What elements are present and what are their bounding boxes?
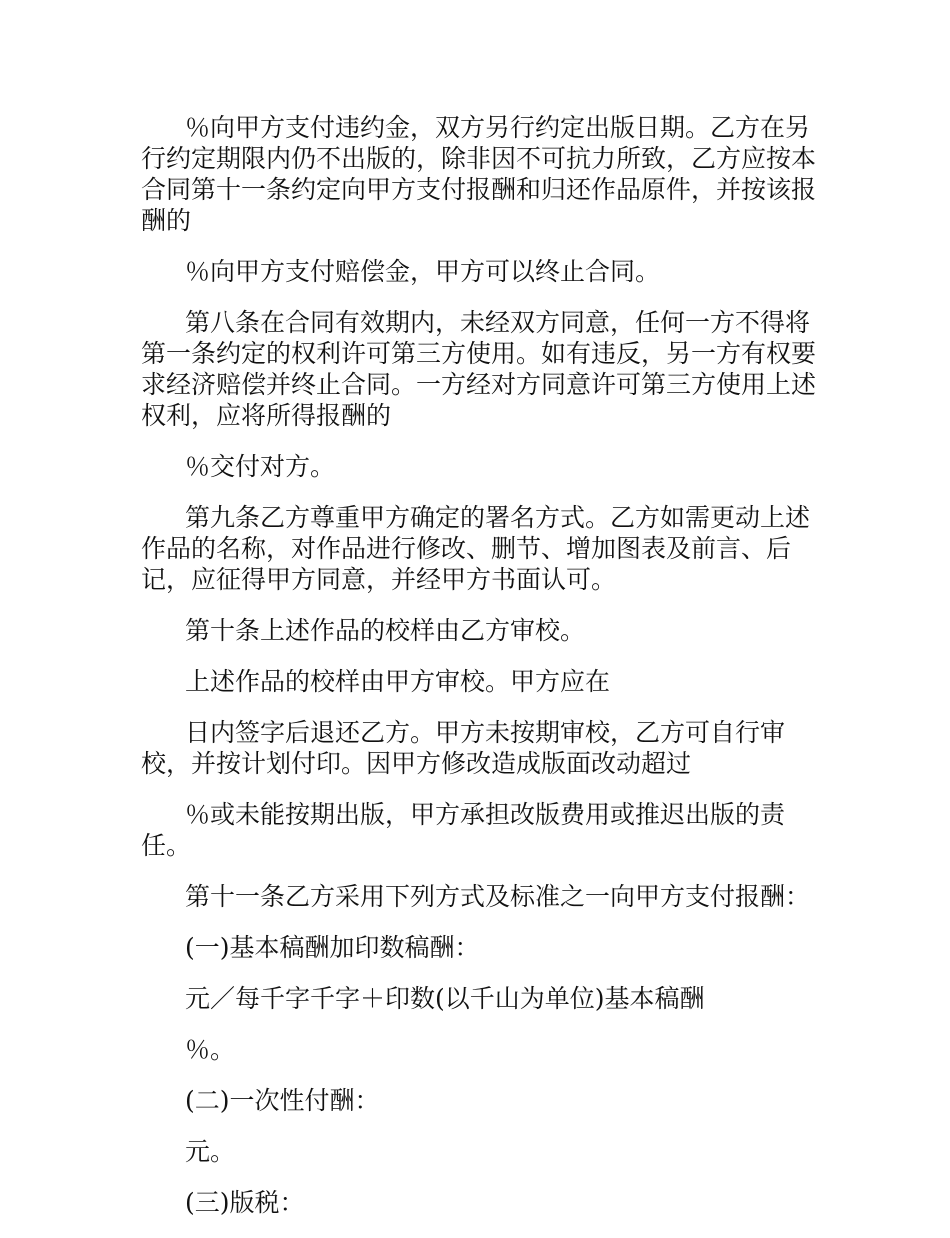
paragraph: ％或未能按期出版，甲方承担改版费用或推迟出版的责任。 [141,800,786,860]
paragraph: (二)一次性付酬： [185,1086,380,1115]
paragraph: ％。 [185,1035,236,1064]
document-body [141,112,831,1238]
paragraph: 日内签字后退还乙方。甲方未按期审校，乙方可自行审校，并按计划付印。因甲方修改造成版面改动超过 [141,718,786,778]
paragraph: 第十一条乙方采用下列方式及标准之一向甲方支付报酬： [185,882,811,911]
paragraph: 元／每千字千字＋印数(以千山为单位)基本稿酬 [185,984,705,1013]
paragraph: ％向甲方支付赔偿金，甲方可以终止合同。 [185,257,661,286]
paragraph: (一)基本稿酬加印数稿酬： [185,933,480,962]
paragraph: 第八条在合同有效期内，未经双方同意，任何一方不得将第一条约定的权利许可第三方使用。如有违反，另一方有权要求经济赔偿并终止合同。一方经对方同意许可第三方使用上述权利，应将所得报酬的 [141,308,817,430]
paragraph: 元。 [185,1137,236,1166]
paragraph: ％向甲方支付违约金，双方另行约定出版日期。乙方在另行约定期限内仍不出版的，除非因不可抗力所致，乙方应按本合同第十一条约定向甲方支付报酬和归还作品原件，并按该报酬的 [141,113,817,235]
paragraph: ％交付对方。 [185,452,336,481]
paragraph: 上述作品的校样由甲方审校。甲方应在 [185,667,611,696]
paragraph: 第十条上述作品的校样由乙方审校。 [185,616,586,645]
paragraph: 第九条乙方尊重甲方确定的署名方式。乙方如需更动上述作品的名称，对作品进行修改、删节、增加图表及前言、后记，应征得甲方同意，并经甲方书面认可。 [141,503,811,594]
paragraph: (三)版税： [185,1188,305,1217]
